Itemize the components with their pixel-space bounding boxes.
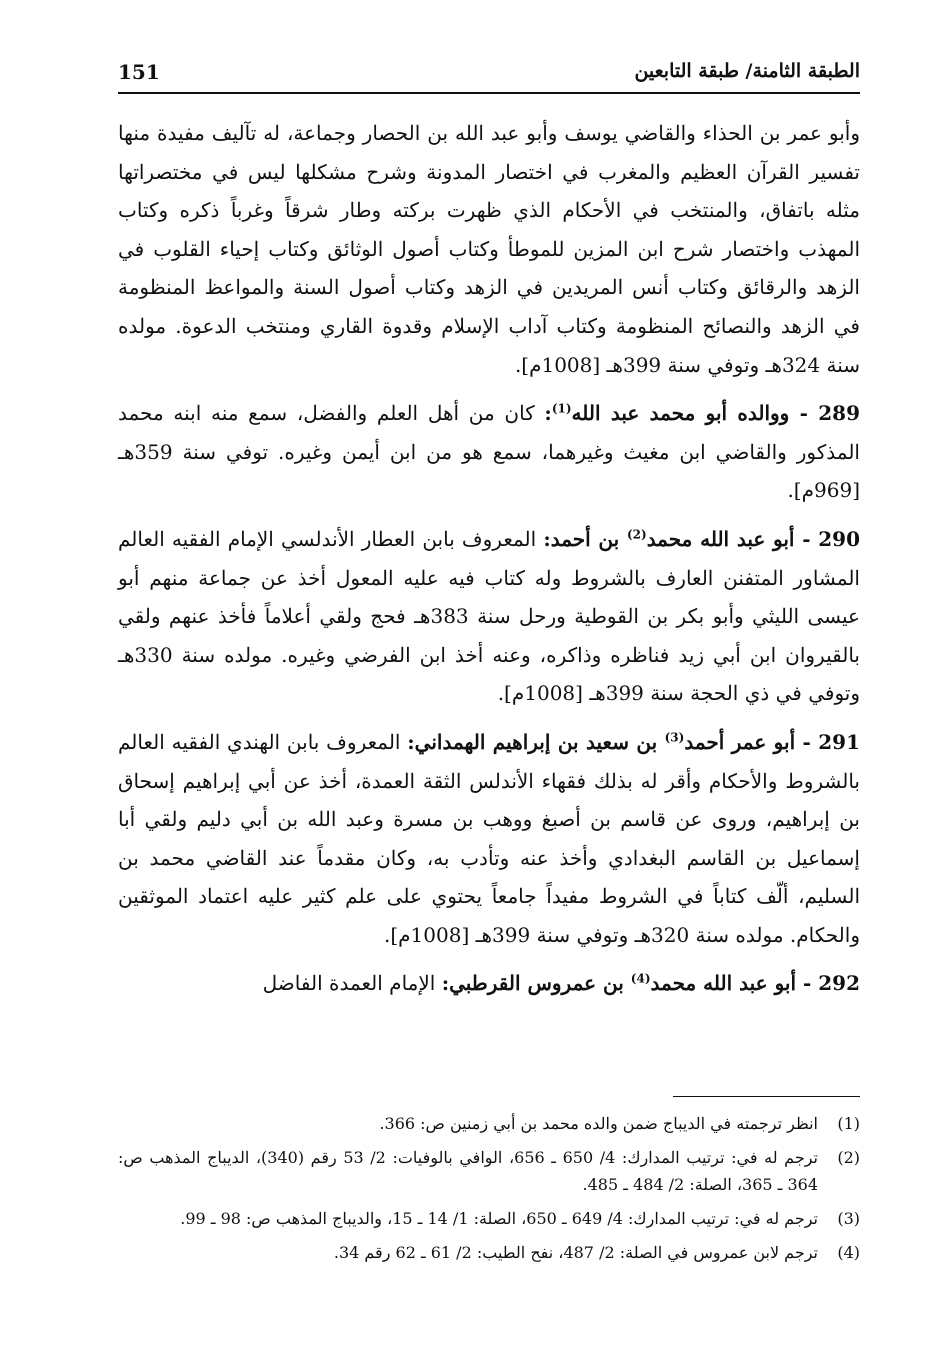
biography-entry-290	[118, 520, 860, 713]
footnote-text: ترجم له في: ترتيب المدارك: 4/ 650 ـ 656، الوافي بالوفيات: 2/ 53 رقم (340)، الديباج المذهب ص: 364 ـ 365، الصلة: 2/ 484 ـ 485.	[118, 1148, 818, 1194]
footnote-number: (1)	[837, 1114, 860, 1133]
running-title: الطبقة الثامنة/ طبقة التابعين	[634, 60, 860, 82]
entry-heading	[543, 527, 860, 551]
footnote-number: (2)	[837, 1148, 860, 1167]
footnote-text: ترجم لابن عمروس في الصلة: 2/ 487، نفح الطيب: 2/ 61 ـ 62 رقم 34.	[333, 1243, 818, 1262]
entry-heading-rest: :	[544, 401, 552, 426]
footnotes	[118, 1110, 860, 1273]
footnote-ref[interactable]: (3)	[664, 730, 685, 745]
footnote-text: ترجم له في: ترتيب المدارك: 4/ 649 ـ 650، الصلة: 1/ 14 ـ 15، والديباج المذهب ص: 98 ـ 99.	[180, 1209, 818, 1228]
footnote-4	[118, 1239, 860, 1266]
entry-heading-rest: بن أحمد:	[543, 526, 627, 551]
continuation-paragraph: وأبو عمر بن الحذاء والقاضي يوسف وأبو عبد الله بن الحصار وجماعة، له تآليف مفيدة منها تفسير القرآن العظيم والمغرب في اختصار المدونة وشرح مشكلها ليس في مختصراتها مثله باتفاق، والمنتخب في الأحكام الذي ظهرت بركته وطار شرقاً وغرباً ذكره وكتاب المهذب واختصار شرح ابن المزين للموطأ وكتاب أصول الوثائق وكتاب إحياء القلوب في الزهد والرقائق وكتاب أنس المريدين في الزهد وكتاب أصول السنة والمواعظ المنظومة في الزهد والنصائح المنظومة وكتاب آداب الإسلام وقدوة القاري ومنتخب الدعوة. مولده سنة 324هـ وتوفي سنة 399هـ [1008م].	[118, 121, 860, 377]
biography-entry-292	[118, 964, 860, 1003]
footnote-separator	[673, 1096, 860, 1097]
entry-heading	[442, 971, 860, 995]
biography-entry-289	[118, 394, 860, 510]
entry-heading-name: 290 - أبو عبد الله محمد	[646, 526, 861, 551]
footnote-ref[interactable]: (4)	[630, 971, 651, 986]
footnote-ref[interactable]: (2)	[626, 527, 647, 542]
footnote-3	[118, 1205, 860, 1232]
footnote-2	[118, 1144, 860, 1198]
page-number: 151	[118, 60, 160, 84]
footnote-number: (3)	[837, 1209, 860, 1228]
entry-heading	[544, 401, 860, 425]
footnote-number: (4)	[837, 1243, 860, 1262]
entry-text: المعروف بابن العطار الأندلسي الإمام الفقيه العالم المشاور المتفنن العارف بالشروط وله كتاب فيه عليه المعول أخذ عن جماعة منهم أبو عيسى الليثي وأبو بكر بن القوطية ورحل سنة 383هـ فحج ولقي أعلاماً فأخذ عنهم ولقي بالقيروان ابن أبي زيد فناظره وذاكره، وعنه أخذ ابن الفرضي وغيره. مولده سنة 330هـ وتوفي في ذي الحجة سنة 399هـ [1008م].	[118, 526, 860, 706]
entry-heading-name: 289 - ووالده أبو محمد عبد الله	[571, 401, 860, 426]
entry-heading-rest: بن سعيد بن إبراهيم الهمداني:	[407, 729, 665, 754]
entry-heading-name: 292 - أبو عبد الله محمد	[650, 971, 860, 996]
entry-text: كان من أهل العلم والفضل، سمع منه ابنه محمد المذكور والقاضي ابن مغيث وغيرهما، سمع هو من ابن أيمن وغيره. توفي سنة 359هـ [969م].	[118, 401, 860, 503]
footnote-1	[118, 1110, 860, 1137]
footnote-ref[interactable]: (1)	[551, 401, 572, 416]
page-header	[118, 58, 860, 94]
entry-text: المعروف بابن الهندي الفقيه العالم بالشروط والأحكام وأقر له بذلك فقهاء الأندلس الثقة العمدة، أخذ عن أبي إبراهيم إسحاق بن إبراهيم، وروى عن قاسم بن أصبغ ووهب بن مسرة وعبد الله بن أبي دليم ولقي أبا إسماعيل بن القاسم البغدادي وأخذ عنه وتأدب به، وكان مقدماً عند القاضي محمد بن السليم، ألّف كتاباً في الشروط مفيداً جامعاً يحتوي على علم كثير عليه اعتماد الموثقين والحكام. مولده سنة 320هـ وتوفي سنة 399هـ [1008م].	[118, 729, 860, 947]
main-text	[118, 114, 860, 1003]
biography-entry-291	[118, 723, 860, 955]
entry-heading-rest: بن عمروس القرطبي:	[441, 971, 631, 996]
entry-heading	[407, 730, 860, 754]
footnote-text: انظر ترجمته في الديباج ضمن والده محمد بن أبي زمنين ص: 366.	[379, 1114, 818, 1133]
entry-text: الإمام العمدة الفاضل	[262, 971, 442, 996]
entry-heading-name: 291 - أبو عمر أحمد	[684, 729, 860, 754]
